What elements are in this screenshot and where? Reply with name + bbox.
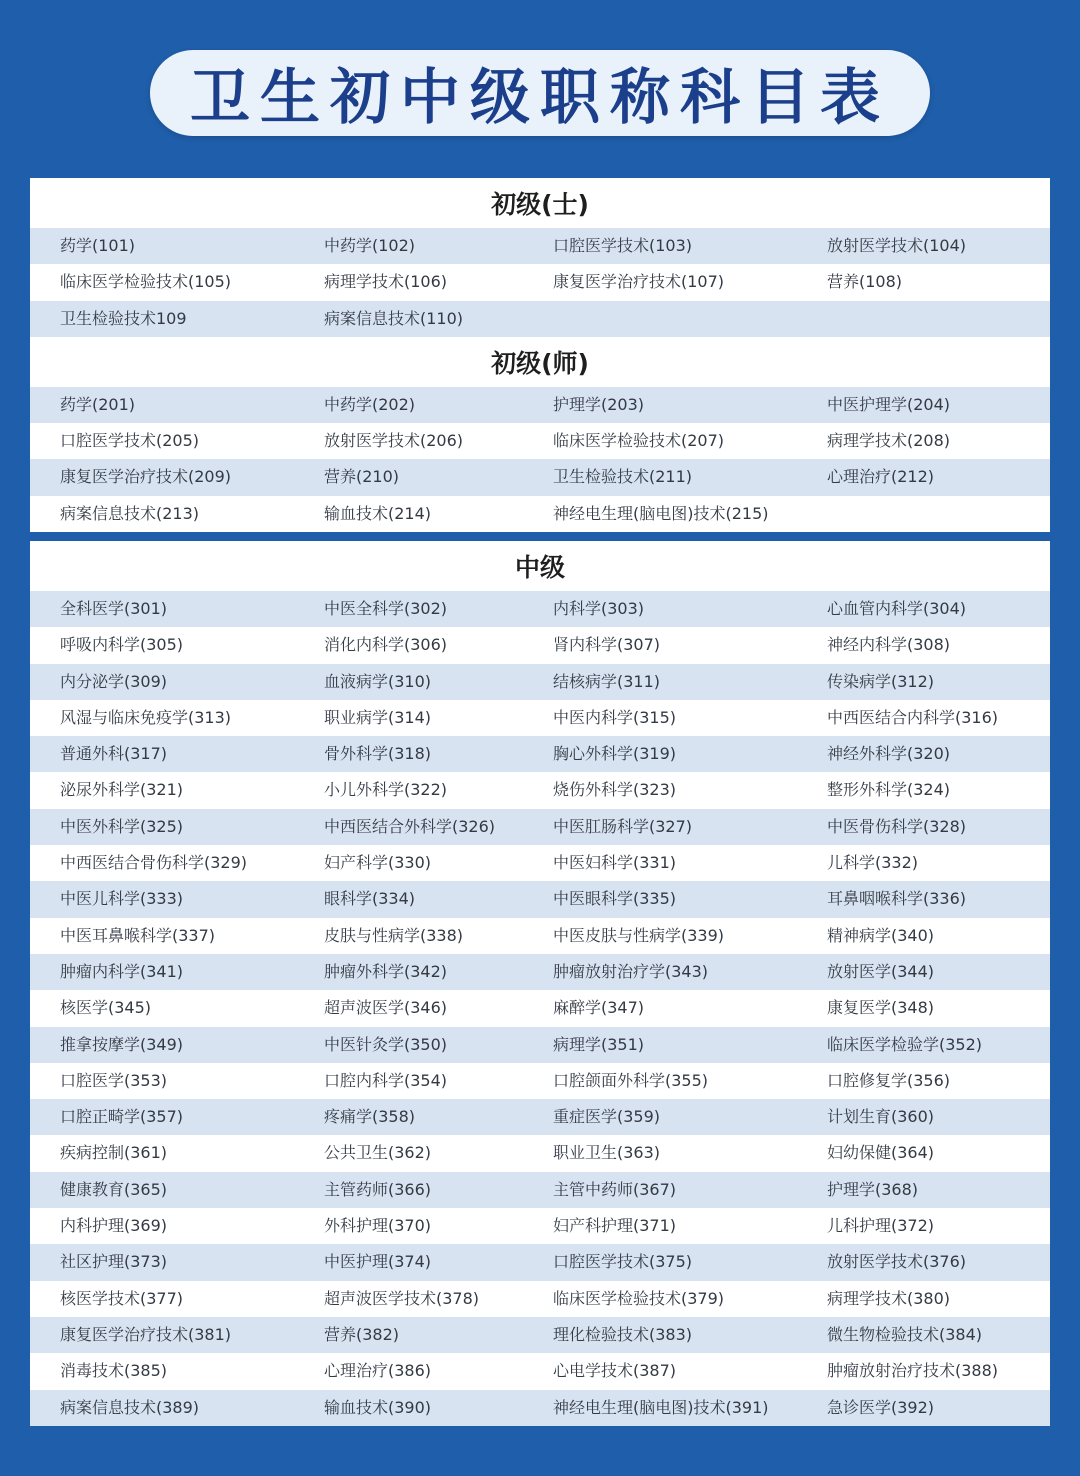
subject-cell: 神经外科学(320) <box>827 744 951 764</box>
table-row <box>30 591 1050 627</box>
subject-cell: 口腔医学(353) <box>60 1070 168 1090</box>
subject-cell: 内分泌学(309) <box>60 671 168 691</box>
subject-cell: 中医护理学(204) <box>827 394 951 414</box>
subject-cell: 普通外科(317) <box>60 744 168 764</box>
subject-cell: 病理学技术(380) <box>827 1288 951 1308</box>
subject-cell: 病理学技术(208) <box>827 431 951 451</box>
table-row <box>30 1208 1050 1244</box>
subject-cell: 急诊医学(392) <box>827 1397 935 1417</box>
table-row <box>30 496 1050 532</box>
subject-cell: 放射医学技术(206) <box>324 431 464 451</box>
table-row <box>30 1099 1050 1135</box>
subject-cell: 输血技术(390) <box>324 1397 432 1417</box>
table-row <box>30 459 1050 495</box>
subject-cell: 营养(210) <box>324 467 400 487</box>
subject-cell: 护理学(368) <box>827 1179 919 1199</box>
subject-cell: 微生物检验技术(384) <box>827 1324 983 1344</box>
subject-cell: 中医内科学(315) <box>553 707 677 727</box>
subject-cell: 中西医结合外科学(326) <box>324 816 496 836</box>
subject-cell: 康复医学治疗技术(107) <box>553 272 725 292</box>
subject-cell: 临床医学检验技术(105) <box>60 272 232 292</box>
subject-cell: 放射医学技术(104) <box>827 236 967 255</box>
subject-cell: 中医儿科学(333) <box>60 889 184 909</box>
subject-cell: 眼科学(334) <box>324 889 416 909</box>
subject-cell: 输血技术(214) <box>324 503 432 523</box>
table-row <box>30 627 1050 663</box>
subject-table-junior-shi <box>30 228 1050 337</box>
subject-cell: 计划生育(360) <box>827 1107 935 1127</box>
subject-cell: 临床医学检验学(352) <box>827 1034 983 1054</box>
subject-cell: 理化检验技术(383) <box>553 1324 693 1344</box>
subject-cell: 职业病学(314) <box>324 707 432 727</box>
subject-cell: 皮肤与性病学(338) <box>324 925 464 945</box>
subject-cell: 麻醉学(347) <box>553 998 645 1018</box>
subject-cell: 康复医学(348) <box>827 998 935 1018</box>
table-row <box>30 809 1050 845</box>
subject-cell: 放射医学技术(376) <box>827 1252 967 1272</box>
subject-cell: 卫生检验技术109 <box>60 308 187 328</box>
subject-cell: 中医耳鼻喉科学(337) <box>60 925 216 945</box>
subject-cell: 肿瘤放射治疗技术(388) <box>827 1361 999 1381</box>
subject-cell: 病案信息技术(213) <box>60 503 200 523</box>
subject-cell: 妇产科护理(371) <box>553 1216 677 1236</box>
subject-cell: 肾内科学(307) <box>553 635 661 655</box>
table-row <box>30 881 1050 917</box>
subject-cell: 耳鼻咽喉科学(336) <box>827 889 967 909</box>
subject-cell: 护理学(203) <box>553 394 645 414</box>
subject-cell: 中医护理(374) <box>324 1252 432 1272</box>
subject-cell: 神经电生理(脑电图)技术(215) <box>553 503 769 523</box>
table-row <box>30 1135 1050 1171</box>
subject-cell: 主管中药师(367) <box>553 1179 677 1199</box>
subject-cell: 神经内科学(308) <box>827 635 951 655</box>
table-row <box>30 954 1050 990</box>
subject-cell: 口腔医学技术(375) <box>553 1252 693 1272</box>
subject-cell: 主管药师(366) <box>324 1179 432 1199</box>
subject-cell: 药学(101) <box>60 236 136 255</box>
subject-cell: 推拿按摩学(349) <box>60 1034 184 1054</box>
subject-cell: 中药学(102) <box>324 236 416 255</box>
subject-cell: 消化内科学(306) <box>324 635 448 655</box>
subject-cell: 口腔医学技术(205) <box>60 431 200 451</box>
subject-cell: 公共卫生(362) <box>324 1143 432 1163</box>
subject-cell: 健康教育(365) <box>60 1179 168 1199</box>
table-row <box>30 1353 1050 1389</box>
subject-cell: 中医骨伤科学(328) <box>827 816 967 836</box>
subject-cell: 康复医学治疗技术(381) <box>60 1324 232 1344</box>
subject-cell: 社区护理(373) <box>60 1252 168 1272</box>
subject-table-junior-shi2 <box>30 387 1050 532</box>
subject-cell: 中西医结合内科学(316) <box>827 707 999 727</box>
table-row <box>30 772 1050 808</box>
subject-cell: 药学(201) <box>60 394 136 414</box>
subject-cell: 心电学技术(387) <box>553 1361 677 1381</box>
subject-cell: 中医外科学(325) <box>60 816 184 836</box>
table-row <box>30 664 1050 700</box>
table-row <box>30 228 1050 264</box>
subject-cell: 烧伤外科学(323) <box>553 780 677 800</box>
subject-cell: 职业卫生(363) <box>553 1143 661 1163</box>
table-row <box>30 423 1050 459</box>
table-row <box>30 1390 1050 1426</box>
subject-cell: 整形外科学(324) <box>827 780 951 800</box>
table-row <box>30 301 1050 337</box>
table-row <box>30 1281 1050 1317</box>
subject-cell: 中医眼科学(335) <box>553 889 677 909</box>
subject-cell: 中药学(202) <box>324 394 416 414</box>
subject-cell: 小儿外科学(322) <box>324 780 448 800</box>
subject-cell: 外科护理(370) <box>324 1216 432 1236</box>
subject-cell: 口腔内科学(354) <box>324 1070 448 1090</box>
subject-table-intermediate <box>30 591 1050 1426</box>
subject-cell: 精神病学(340) <box>827 925 935 945</box>
subject-cell: 重症医学(359) <box>553 1107 661 1127</box>
subject-cell: 中医皮肤与性病学(339) <box>553 925 725 945</box>
table-row <box>30 1244 1050 1280</box>
subject-cell: 口腔颌面外科学(355) <box>553 1070 709 1090</box>
subject-cell: 核医学(345) <box>60 998 152 1018</box>
table-row <box>30 387 1050 423</box>
subject-cell: 营养(108) <box>827 272 903 292</box>
section-heading-junior-shi2: 初级(师) <box>491 348 589 378</box>
subject-cell: 妇产科学(330) <box>324 853 432 873</box>
subject-cell: 中医针灸学(350) <box>324 1034 448 1054</box>
subject-cell: 口腔医学技术(103) <box>553 236 693 255</box>
subject-cell: 肿瘤外科学(342) <box>324 961 448 981</box>
table-row <box>30 1027 1050 1063</box>
subject-cell: 传染病学(312) <box>827 671 935 691</box>
subject-cell: 内科护理(369) <box>60 1216 168 1236</box>
subject-cell: 病理学(351) <box>553 1034 645 1054</box>
subject-cell: 血液病学(310) <box>324 671 432 691</box>
subject-cell: 超声波医学技术(378) <box>324 1288 480 1308</box>
junior-panel <box>30 178 1050 529</box>
subject-cell: 内科学(303) <box>553 599 645 618</box>
subject-cell: 心理治疗(212) <box>827 467 935 487</box>
subject-cell: 病案信息技术(389) <box>60 1397 200 1417</box>
subject-cell: 呼吸内科学(305) <box>60 635 184 655</box>
subject-cell: 疼痛学(358) <box>324 1107 416 1127</box>
subject-cell: 心理治疗(386) <box>324 1361 432 1381</box>
subject-cell: 疾病控制(361) <box>60 1143 168 1163</box>
subject-cell: 妇幼保健(364) <box>827 1143 935 1163</box>
subject-cell: 儿科护理(372) <box>827 1216 935 1236</box>
title-banner <box>150 50 930 136</box>
table-row <box>30 990 1050 1026</box>
table-row <box>30 1317 1050 1353</box>
subject-cell: 胸心外科学(319) <box>553 744 677 764</box>
table-row <box>30 1172 1050 1208</box>
intermediate-panel <box>30 541 1050 1425</box>
subject-cell: 临床医学检验技术(379) <box>553 1288 725 1308</box>
subject-cell: 营养(382) <box>324 1324 400 1344</box>
table-row <box>30 264 1050 300</box>
table-row <box>30 1063 1050 1099</box>
subject-cell: 中西医结合骨伤科学(329) <box>60 853 248 873</box>
subject-cell: 中医肛肠科学(327) <box>553 816 693 836</box>
subject-cell: 肿瘤内科学(341) <box>60 961 184 981</box>
subject-cell: 心血管内科学(304) <box>827 599 967 618</box>
subject-cell: 卫生检验技术(211) <box>553 467 693 487</box>
table-row <box>30 845 1050 881</box>
subject-cell: 泌尿外科学(321) <box>60 780 184 800</box>
subject-cell: 病案信息技术(110) <box>324 308 464 328</box>
subject-cell: 口腔修复学(356) <box>827 1070 951 1090</box>
subject-cell: 肿瘤放射治疗学(343) <box>553 961 709 981</box>
section-heading-junior-shi: 初级(士) <box>491 190 589 219</box>
subject-cell: 口腔正畸学(357) <box>60 1107 184 1127</box>
subject-cell: 病理学技术(106) <box>324 272 448 292</box>
subject-cell: 中医全科学(302) <box>324 599 448 618</box>
subject-cell: 结核病学(311) <box>553 671 661 691</box>
page-title: 卫生初中级职称科目表 <box>190 63 890 133</box>
subject-cell: 儿科学(332) <box>827 853 919 873</box>
subject-cell: 风湿与临床免疫学(313) <box>60 707 232 727</box>
subject-cell: 康复医学治疗技术(209) <box>60 467 232 487</box>
subject-cell: 骨外科学(318) <box>324 744 432 764</box>
subject-cell: 神经电生理(脑电图)技术(391) <box>553 1397 769 1417</box>
subject-cell: 消毒技术(385) <box>60 1361 168 1381</box>
subject-cell: 中医妇科学(331) <box>553 853 677 873</box>
subject-cell: 临床医学检验技术(207) <box>553 431 725 451</box>
section-heading-intermediate: 中级 <box>514 553 565 582</box>
subject-cell: 全科医学(301) <box>60 599 168 618</box>
table-row <box>30 736 1050 772</box>
table-row <box>30 918 1050 954</box>
subject-cell: 超声波医学(346) <box>324 998 448 1018</box>
subject-cell: 核医学技术(377) <box>60 1288 184 1308</box>
subject-cell: 放射医学(344) <box>827 961 935 981</box>
table-row <box>30 700 1050 736</box>
